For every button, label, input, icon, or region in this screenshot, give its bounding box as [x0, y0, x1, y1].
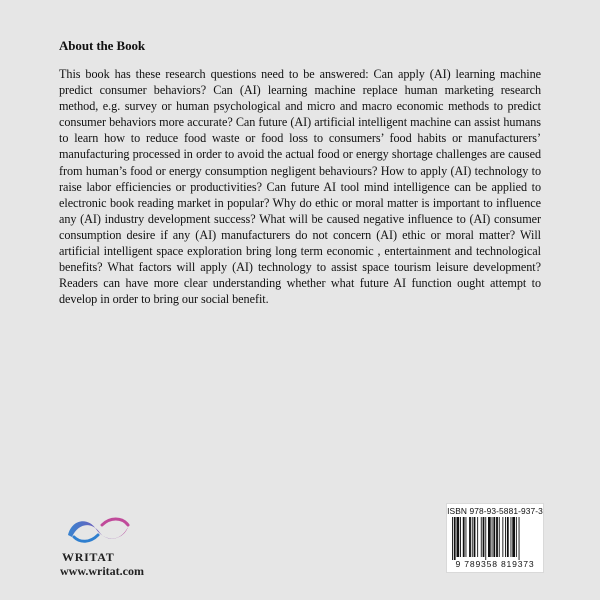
- barcode-icon: [450, 517, 540, 560]
- publisher-logo: [60, 513, 170, 583]
- publisher-url: www.writat.com: [60, 564, 144, 578]
- isbn-label: ISBN 978-93-5881-937-3: [447, 506, 543, 516]
- book-description: This book has these research questions need to be answered: Can apply (AI) learning machine predict consumer behaviors? Can (AI) learning machine replace human marketing research method, e.g. survey or human psychological and micro and macro economic methods to predict consumer behaviors more accurate? Can future (AI) artificial intelligent machine can assist humans to learn how to reduce food waste or food loss to consumers’ food habits or manufacturers’ manufacturing processed in order to avoid the actual food or energy shortage challenges are caused from human’s food or energy consumption negligent behaviours? How to apply (AI) technology to raise labor efficiencies or productivities? Can future AI tool mind intelligence can be applied to electronic book reading market in popular? Why do ethic or moral matter is important to influence any (AI) industry development success? What will be caused negative influence to (AI) consumer consumption desire if any (AI) manufacturers do not concern (AI) ethic or moral matter? Will artificial intelligent space exploration bring long term economic , entertainment and technological benefits? What factors will apply (AI) technology to assist space tourism leisure development? Readers can have more clear understanding whether what future AI function ought attempt to develop in order to bring our social benefit.: [59, 67, 541, 307]
- publisher-name: WRITAT: [62, 550, 115, 564]
- about-heading: About the Book: [59, 38, 146, 53]
- isbn-barcode: [446, 503, 544, 573]
- infinity-ribbon-logo-icon: [62, 513, 136, 549]
- barcode-digits: 9 789358 819373: [455, 559, 535, 569]
